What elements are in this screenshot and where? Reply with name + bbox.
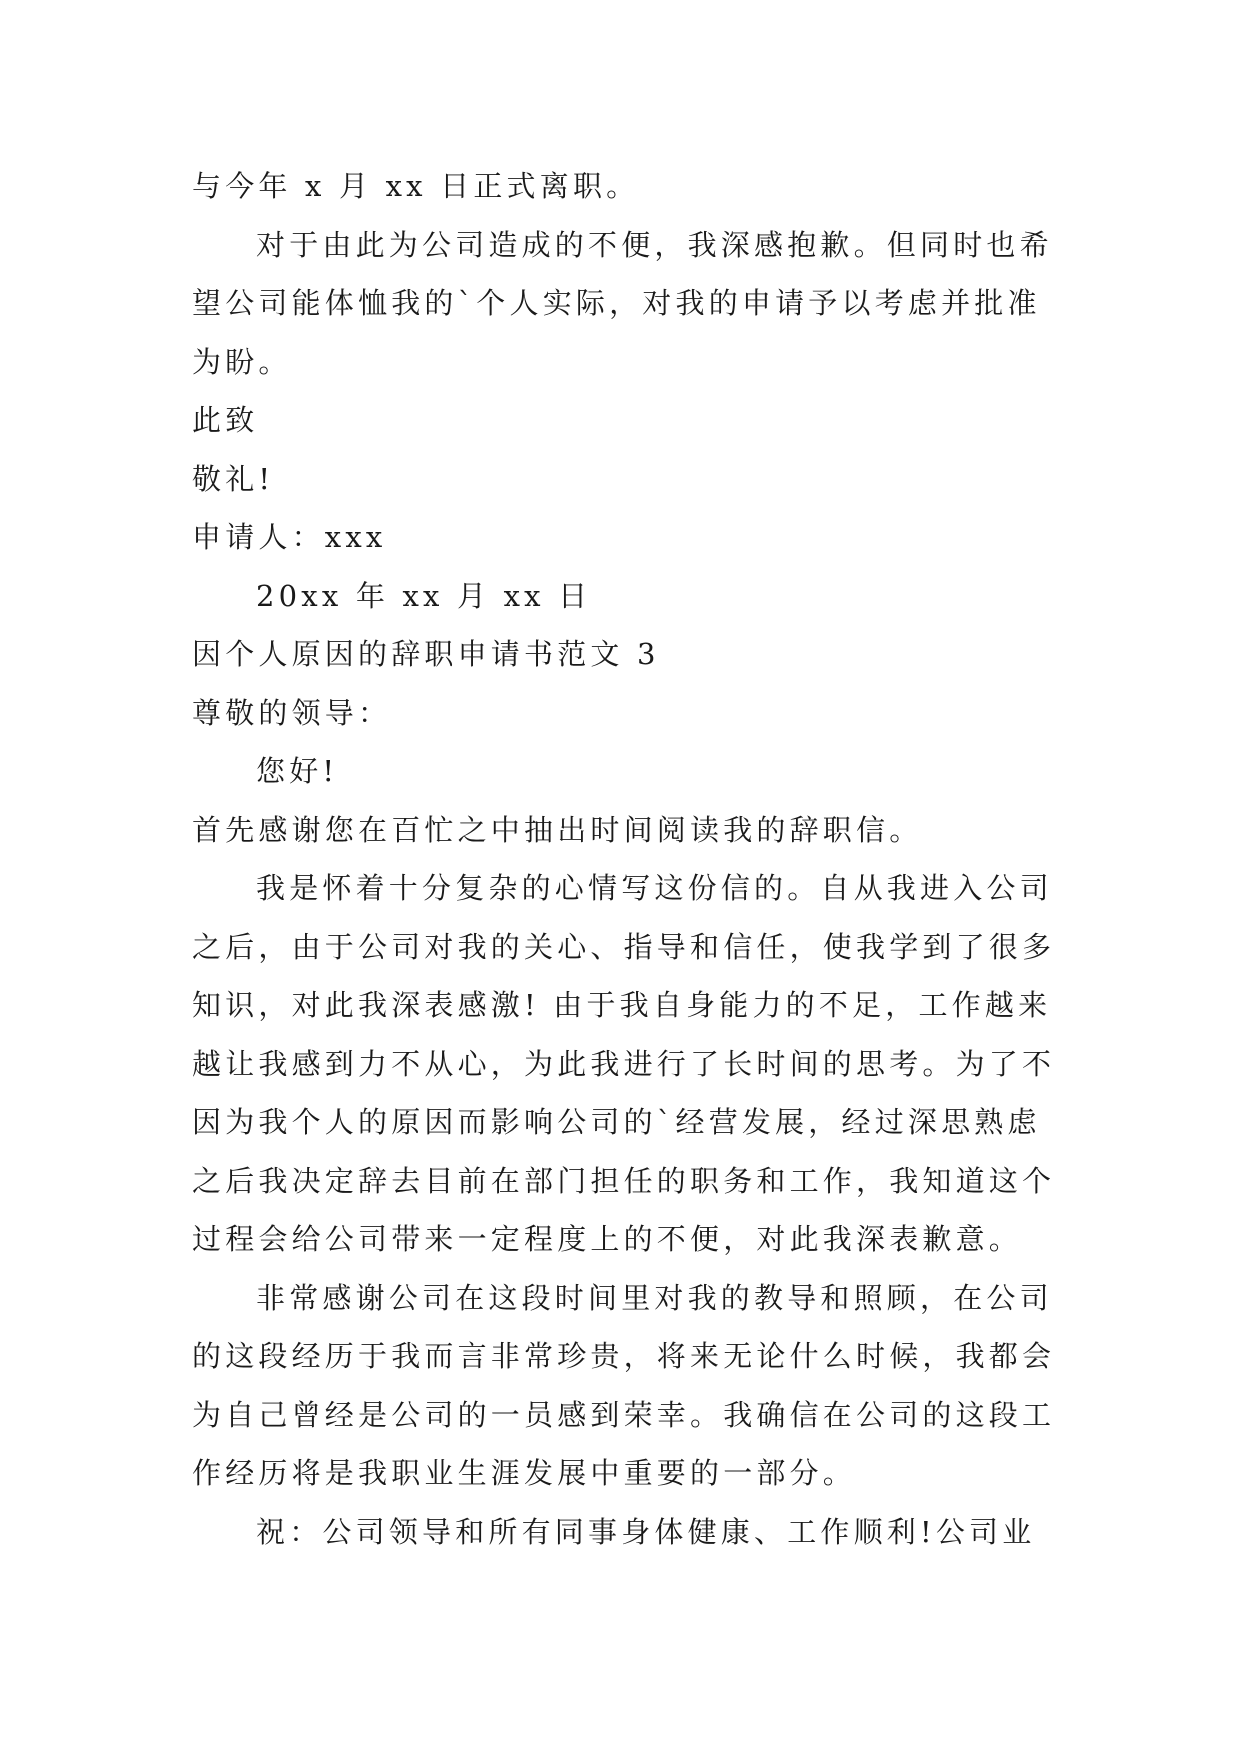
text-line: 之后，由于公司对我的关心、指导和信任，使我学到了很多 bbox=[192, 929, 1056, 964]
text-line: 知识，对此我深表感激! 由于我自身能力的不足，工作越来 bbox=[192, 988, 1052, 1022]
text-line: 过程会给公司带来一定程度上的不便，对此我深表歉意。 bbox=[192, 1222, 1023, 1256]
applicant-line: 申请人：xxx bbox=[192, 520, 387, 554]
text-line: 祝：公司领导和所有同事身体健康、工作顺利!公司业 bbox=[256, 1514, 1036, 1549]
document-page bbox=[192, 157, 1072, 1561]
text-line: 与今年 x 月 xx 日正式离职。 bbox=[192, 169, 640, 203]
text-line: 越让我感到力不从心，为此我进行了长时间的思考。为了不 bbox=[192, 1046, 1056, 1081]
text-line: 望公司能体恤我的`个人实际，对我的申请予以考虑并批准 bbox=[192, 286, 1041, 320]
section-title: 因个人原因的辞职申请书范文 3 bbox=[192, 637, 660, 671]
text-line: 首先感谢您在百忙之中抽出时间阅读我的辞职信。 bbox=[192, 812, 923, 847]
text-line: 对于由此为公司造成的不便，我深感抱歉。但同时也希 bbox=[256, 227, 1053, 262]
closing-line: 此致 bbox=[192, 403, 259, 437]
text-line: 作经历将是我职业生涯发展中重要的一部分。 bbox=[192, 1456, 857, 1490]
text-line: 非常感谢公司在这段时间里对我的教导和照顾，在公司 bbox=[256, 1280, 1053, 1315]
text-line: 的这段经历于我而言非常珍贵，将来无论什么时候，我都会 bbox=[192, 1339, 1056, 1373]
text-line: 我是怀着十分复杂的心情写这份信的。自从我进入公司 bbox=[256, 871, 1053, 905]
text-line: 为自己曾经是公司的一员感到荣幸。我确信在公司的这段工 bbox=[192, 1397, 1056, 1432]
salutation: 尊敬的领导： bbox=[192, 695, 392, 730]
text-line: 为盼。 bbox=[192, 344, 292, 379]
greeting: 您好! bbox=[256, 754, 339, 788]
text-line: 因为我个人的原因而影响公司的`经营发展，经过深思熟虑 bbox=[192, 1105, 1041, 1139]
text-line: 之后我决定辞去目前在部门担任的职务和工作，我知道这个 bbox=[192, 1163, 1056, 1198]
date-line: 20xx 年 xx 月 xx 日 bbox=[256, 578, 592, 613]
closing-salute: 敬礼! bbox=[192, 461, 275, 496]
